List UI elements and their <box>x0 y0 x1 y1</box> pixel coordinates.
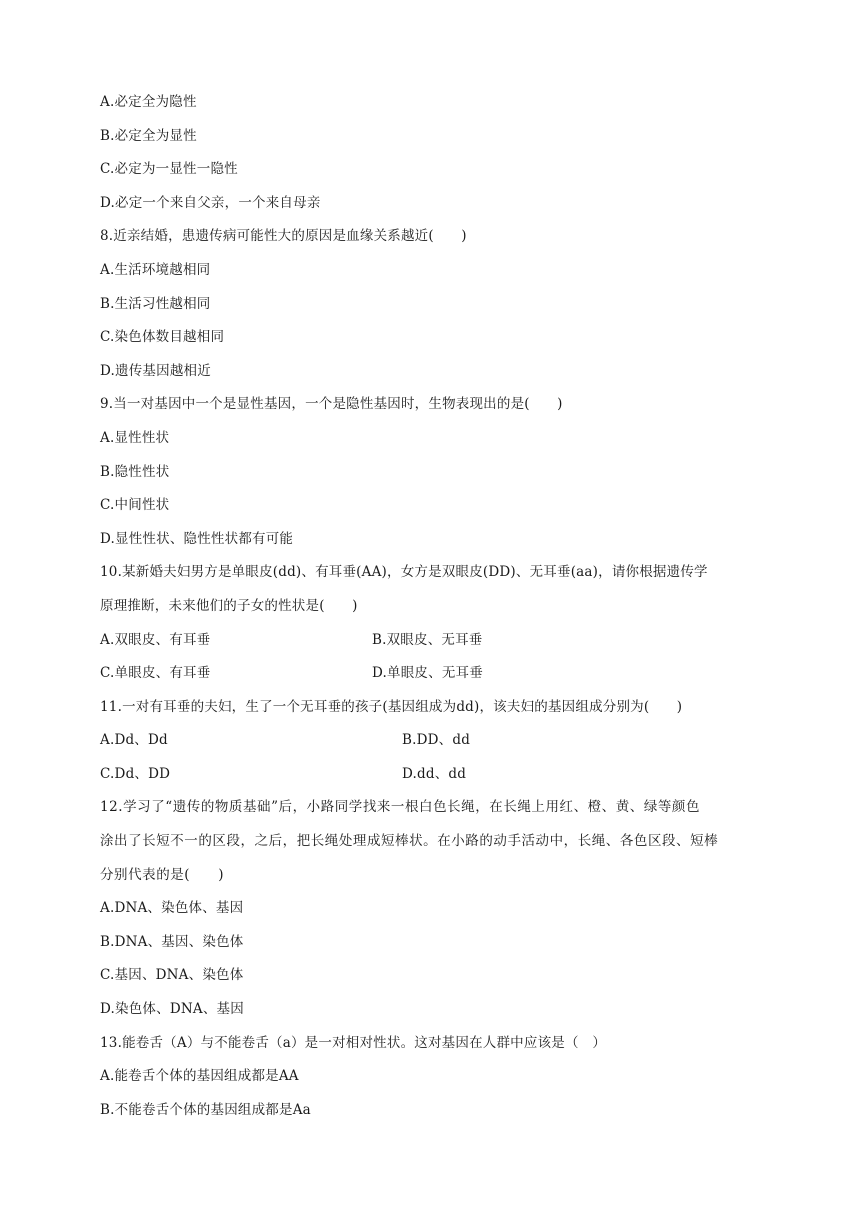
q11-option-d: D.dd、dd <box>402 765 467 782</box>
question-7-options <box>100 86 780 220</box>
q9-stem: 9.当一对基因中一个是显性基因，一个是隐性基因时，生物表现出的是( ) <box>100 396 563 413</box>
q8-option-c: C.染色体数目越相同 <box>100 329 225 346</box>
q11-option-c: C.Dd、DD <box>100 765 171 782</box>
q7-option-a: A.必定全为隐性 <box>100 94 197 110</box>
q10-option-c: C.单眼皮、有耳垂 <box>100 665 211 682</box>
q11-stem: 11.一对有耳垂的夫妇，生了一个无耳垂的孩子(基因组成为dd)，该夫妇的基因组成分别为( ) <box>100 698 683 715</box>
question-10 <box>100 556 780 690</box>
question-11 <box>100 691 780 792</box>
q8-option-b: B.生活习性越相同 <box>100 295 211 312</box>
q12-option-c: C.基因、DNA、染色体 <box>100 967 244 984</box>
q12-stem-line-2: 涂出了长短不一的区段，之后，把长绳处理成短棒状。在小路的动手活动中，长绳、各色区段、短棒 <box>100 833 719 850</box>
q12-option-d: D.染色体、DNA、基因 <box>100 1001 244 1018</box>
q12-stem-line-1: 12.学习了“遗传的物质基础”后，小路同学找来一根白色长绳，在长绳上用红、橙、黄、绿等颜色 <box>100 799 701 816</box>
q12-stem-line-3: 分别代表的是( ) <box>100 866 225 883</box>
q10-options-row-2 <box>100 657 780 691</box>
q7-option-d: D.必定一个来自父亲，一个来自母亲 <box>100 194 321 211</box>
question-9 <box>100 388 780 556</box>
q13-option-a: A.能卷舌个体的基因组成都是AA <box>100 1068 299 1085</box>
q10-option-d: D.单眼皮、无耳垂 <box>372 665 483 682</box>
question-8 <box>100 220 780 388</box>
q11-option-b: B.DD、dd <box>402 732 471 749</box>
q11-option-a: A.Dd、Dd <box>100 732 168 749</box>
q8-option-a: A.生活环境越相同 <box>100 261 211 278</box>
q8-stem: 8.近亲结婚，患遗传病可能性大的原因是血缘关系越近( ) <box>100 228 467 245</box>
q9-option-b: B.隐性性状 <box>100 463 170 480</box>
q10-option-b: B.双眼皮、无耳垂 <box>372 631 483 648</box>
q10-options-row-1 <box>100 624 780 658</box>
q12-option-a: A.DNA、染色体、基因 <box>100 900 244 917</box>
q10-stem-line-2: 原理推断，未来他们的子女的性状是( ) <box>100 597 358 614</box>
q9-option-a: A.显性性状 <box>100 429 170 446</box>
q13-option-b: B.不能卷舌个体的基因组成都是Aa <box>100 1101 311 1118</box>
question-12-options <box>100 892 780 1026</box>
q11-options-row-1 <box>100 724 780 758</box>
q12-option-b: B.DNA、基因、染色体 <box>100 933 244 950</box>
q10-stem-line-1: 10.某新婚夫妇男方是单眼皮(dd)、有耳垂(AA)，女方是双眼皮(DD)、无耳垂(aa)，请你根据遗传学 <box>100 564 708 581</box>
q7-option-c: C.必定为一显性一隐性 <box>100 161 238 178</box>
q13-stem: 13.能卷舌（A）与不能卷舌（a）是一对相对性状。这对基因在人群中应该是（ ） <box>100 1034 607 1051</box>
q11-options-row-2 <box>100 758 780 792</box>
q9-option-c: C.中间性状 <box>100 497 170 514</box>
q8-option-d: D.遗传基因越相近 <box>100 362 211 379</box>
q10-option-a: A.双眼皮、有耳垂 <box>100 631 211 648</box>
question-13 <box>100 1027 780 1128</box>
question-12 <box>100 791 780 892</box>
q7-option-b: B.必定全为显性 <box>100 127 197 144</box>
question-content <box>100 86 780 1127</box>
q9-option-d: D.显性性状、隐性性状都有可能 <box>100 530 294 547</box>
